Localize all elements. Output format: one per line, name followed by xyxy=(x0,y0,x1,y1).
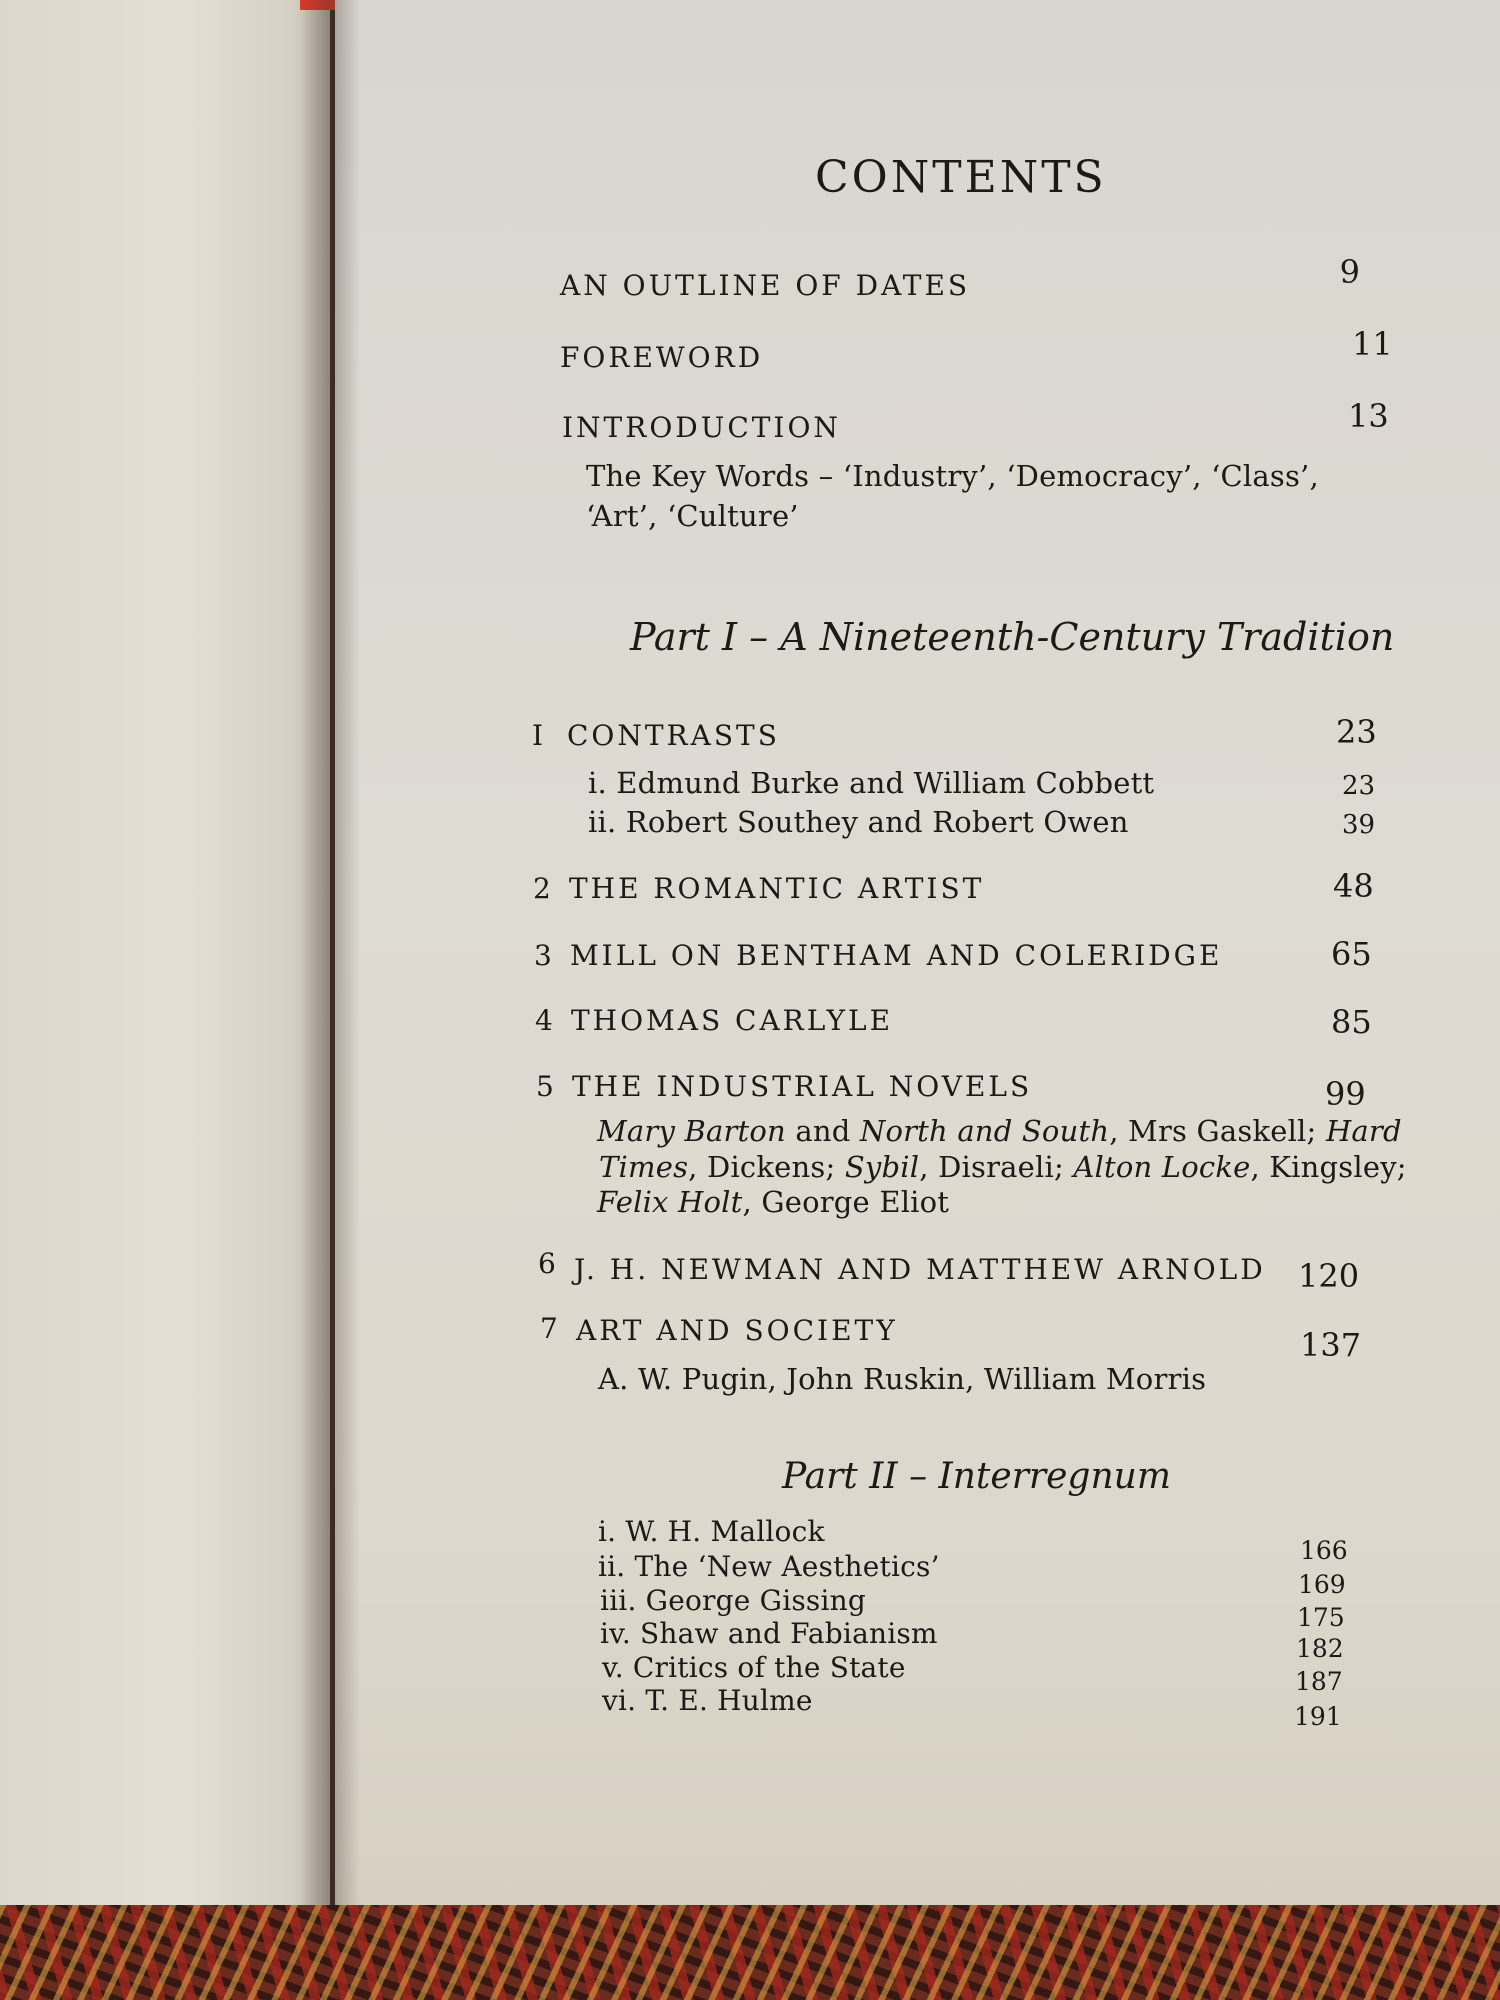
work-title: Sybil xyxy=(844,1150,920,1184)
part-2-item-5: v. Critics of the State xyxy=(602,1651,906,1684)
chapter-1-sub-1: i. Edmund Burke and William Cobbett xyxy=(588,766,1155,800)
work-title: Felix Holt xyxy=(597,1185,743,1219)
part-2-item-2-page: 169 xyxy=(1298,1570,1346,1599)
chapter-5-title: THE INDUSTRIAL NOVELS xyxy=(572,1070,1033,1103)
desc-text: , Disraeli; xyxy=(919,1150,1074,1184)
marbled-endpaper xyxy=(0,1905,1500,2000)
desc-text: , George Eliot xyxy=(742,1185,950,1219)
work-title: North and South xyxy=(859,1114,1110,1148)
chapter-6-title: J. H. NEWMAN AND MATTHEW ARNOLD xyxy=(574,1253,1266,1286)
desc-text: , Mrs Gaskell; xyxy=(1109,1114,1326,1148)
desc-text: and xyxy=(785,1114,860,1148)
chapter-3-page: 65 xyxy=(1331,935,1372,973)
chapter-1-title: CONTRASTS xyxy=(567,719,780,752)
chapter-5-desc-line-3 xyxy=(597,1185,950,1219)
part-2-item-3-page: 175 xyxy=(1297,1603,1345,1632)
chapter-1-sub-1-page: 23 xyxy=(1342,771,1376,801)
chapter-7-title: ART AND SOCIETY xyxy=(576,1314,898,1347)
chapter-7-number: 7 xyxy=(540,1312,561,1345)
part-2-item-1-page: 166 xyxy=(1300,1536,1348,1565)
chapter-1-number: I xyxy=(532,719,547,752)
chapter-4-title: THOMAS CARLYLE xyxy=(571,1004,894,1037)
chapter-3-title: MILL ON BENTHAM AND COLERIDGE xyxy=(570,939,1223,972)
toc-entry-outline-of-dates: AN OUTLINE OF DATES xyxy=(560,269,971,302)
part-2-item-4-page: 182 xyxy=(1296,1634,1344,1663)
part-1-title: Part I – A Nineteenth-Century Tradition xyxy=(630,615,1395,659)
left-page xyxy=(0,0,330,1985)
chapter-7-page: 137 xyxy=(1300,1326,1362,1364)
part-2-item-5-page: 187 xyxy=(1295,1667,1343,1696)
toc-entry-foreword: FOREWORD xyxy=(560,341,764,374)
chapter-4-number: 4 xyxy=(535,1004,556,1037)
part-2-item-1: i. W. H. Mallock xyxy=(598,1515,825,1548)
part-2-item-4: iv. Shaw and Fabianism xyxy=(600,1617,938,1650)
toc-page-foreword: 11 xyxy=(1352,325,1393,363)
part-2-item-6: vi. T. E. Hulme xyxy=(602,1684,813,1717)
chapter-6-number: 6 xyxy=(538,1247,559,1280)
chapter-7-note: A. W. Pugin, John Ruskin, William Morris xyxy=(598,1362,1207,1396)
chapter-5-number: 5 xyxy=(536,1070,557,1103)
chapter-2-page: 48 xyxy=(1333,867,1374,905)
part-2-title: Part II – Interregnum xyxy=(782,1456,1171,1497)
chapter-4-page: 85 xyxy=(1331,1003,1372,1041)
work-title: Alton Locke xyxy=(1073,1150,1251,1184)
book-gutter xyxy=(300,0,360,1985)
desc-text: , Kingsley; xyxy=(1250,1150,1407,1184)
work-title: Mary Barton xyxy=(597,1114,786,1148)
introduction-note-line-1: The Key Words – ‘Industry’, ‘Democracy’, ‘Class’, xyxy=(586,459,1319,493)
toc-page-introduction: 13 xyxy=(1348,397,1389,435)
work-title: Hard xyxy=(1325,1114,1402,1148)
chapter-1-page: 23 xyxy=(1336,713,1377,751)
part-2-item-6-page: 191 xyxy=(1294,1702,1342,1731)
desc-text: , Dickens; xyxy=(688,1150,845,1184)
chapter-5-desc-line-1 xyxy=(597,1114,1402,1148)
toc-entry-introduction: INTRODUCTION xyxy=(562,411,841,444)
introduction-note-line-2: ‘Art’, ‘Culture’ xyxy=(586,499,799,533)
chapter-5-desc-line-2 xyxy=(599,1150,1407,1184)
part-2-item-3: iii. George Gissing xyxy=(600,1584,867,1617)
contents-heading: CONTENTS xyxy=(815,152,1107,203)
work-title: Times xyxy=(599,1150,689,1184)
chapter-2-title: THE ROMANTIC ARTIST xyxy=(569,872,985,905)
chapter-5-page: 99 xyxy=(1325,1075,1366,1113)
chapter-2-number: 2 xyxy=(533,872,554,905)
chapter-1-sub-2-page: 39 xyxy=(1342,810,1376,840)
chapter-1-sub-2: ii. Robert Southey and Robert Owen xyxy=(588,805,1129,839)
chapter-6-page: 120 xyxy=(1298,1257,1360,1295)
part-2-item-2: ii. The ‘New Aesthetics’ xyxy=(598,1550,940,1583)
chapter-3-number: 3 xyxy=(534,939,555,972)
